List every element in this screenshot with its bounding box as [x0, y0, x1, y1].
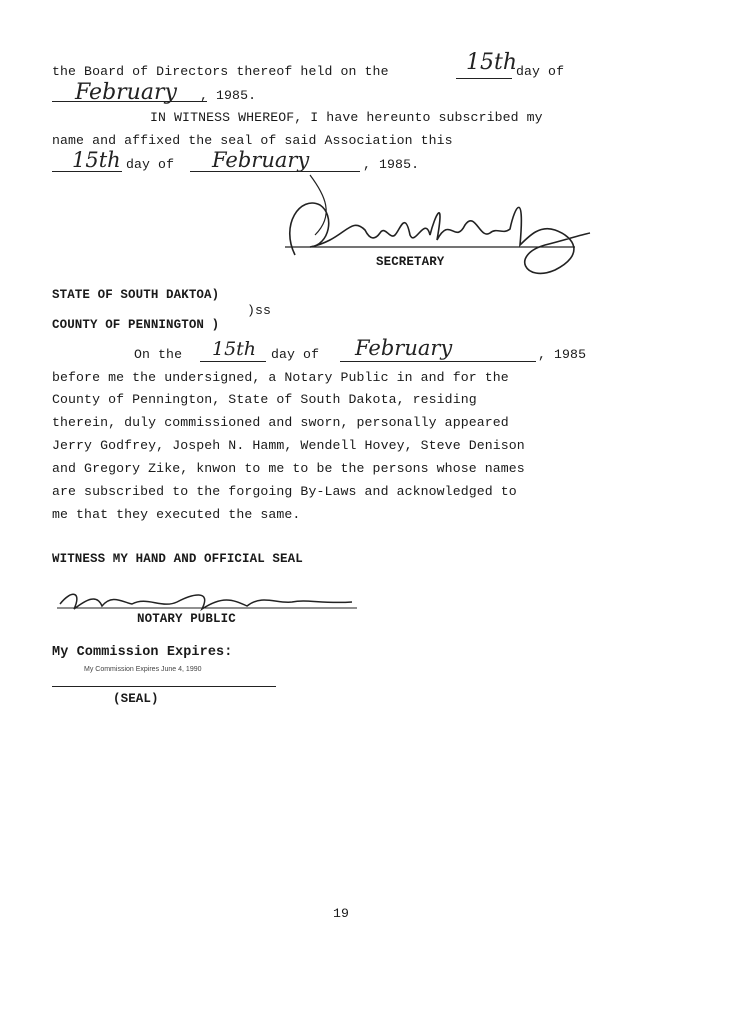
blank-line — [456, 78, 512, 79]
page-number: 19 — [333, 906, 350, 921]
ack-line: therein, duly commissioned and sworn, personally appeared — [52, 415, 509, 430]
ack-line: Jerry Godfrey, Jospeh N. Hamm, Wendell Hovey, Steve Denison — [52, 438, 525, 453]
commission-label: My Commission Expires: — [52, 645, 233, 660]
commission-line — [52, 686, 276, 687]
cert-line-1 — [52, 64, 389, 79]
handwritten-month-2: February — [212, 148, 310, 172]
cert-year-2: , 1985. — [363, 157, 420, 172]
handwritten-month: February — [75, 80, 177, 105]
ack-line: are subscribed to the forgoing By-Laws and acknowledged to — [52, 484, 517, 499]
handwritten-day-2: 15th — [72, 148, 121, 172]
cert-day-of: day of — [516, 64, 565, 79]
ack-line: County of Pennington, State of South Dakota, residing — [52, 392, 477, 407]
secretary-title: SECRETARY — [376, 255, 445, 269]
seal-label: (SEAL) — [113, 692, 159, 706]
ack-line: before me the undersigned, a Notary Public in and for the — [52, 370, 509, 385]
blank-line — [200, 361, 266, 362]
handwritten-ack-day: 15th — [212, 338, 257, 360]
blank-line — [340, 361, 536, 362]
secretary-signature — [275, 185, 595, 285]
witness-hand: WITNESS MY HAND AND OFFICIAL SEAL — [52, 552, 303, 566]
cert-line-1-text: the Board of Directors thereof held on the — [52, 64, 389, 79]
ack-on-the: On the — [134, 347, 183, 362]
venue-ss: )ss — [247, 303, 272, 318]
name-affixed-line: name and affixed the seal of said Association this — [52, 133, 453, 148]
ack-day-of: day of — [271, 347, 320, 362]
handwritten-ack-month: February — [355, 336, 453, 360]
venue-state: STATE OF SOUTH DAKTOA) — [52, 288, 220, 302]
cert-day-of-2: day of — [126, 157, 175, 172]
ack-year: , 1985 — [538, 347, 587, 362]
ack-line: and Gregory Zike, knwon to me to be the persons whose names — [52, 461, 525, 476]
venue-county: COUNTY OF PENNINGTON ) — [52, 318, 220, 332]
witness-whereof-line: IN WITNESS WHEREOF, I have hereunto subscribed my — [150, 110, 543, 125]
cert-year: , 1985. — [200, 88, 257, 103]
ack-line: me that they executed the same. — [52, 507, 301, 522]
handwritten-day: 15th — [466, 50, 518, 75]
notary-title: NOTARY PUBLIC — [137, 612, 236, 626]
commission-stamp: My Commission Expires June 4, 1990 — [84, 666, 202, 673]
